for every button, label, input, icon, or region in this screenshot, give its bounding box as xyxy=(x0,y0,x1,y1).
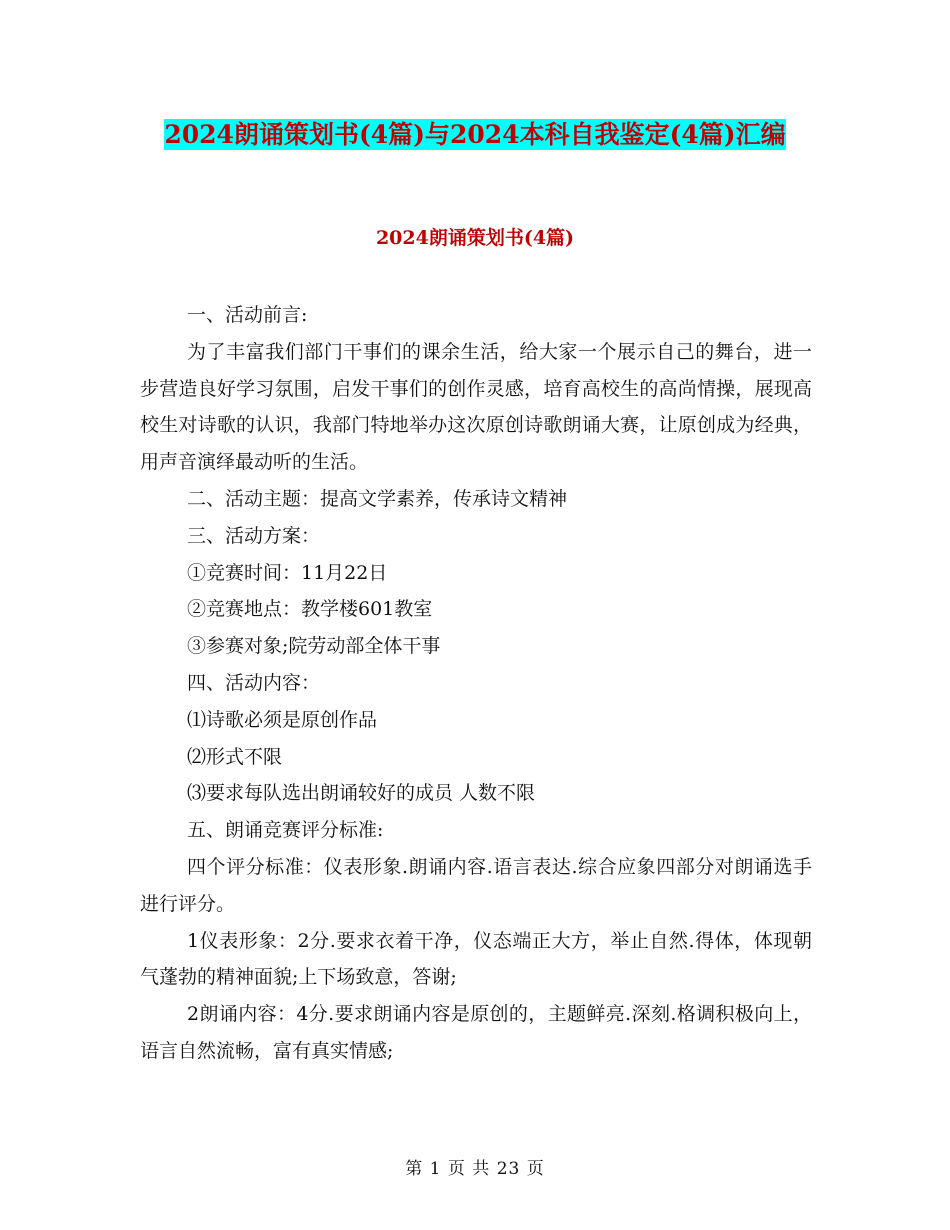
body-paragraph: ⑵形式不限 xyxy=(187,745,283,768)
body-paragraph: 二、活动主题：提高文学素养，传承诗文精神 xyxy=(187,487,568,510)
document-body xyxy=(140,297,812,1070)
body-paragraph: 一、活动前言: xyxy=(187,304,308,326)
body-paragraph: ①竞赛时间：11月22日 xyxy=(187,561,388,584)
document-title-text: 2024朗诵策划书(4篇)与2024本科自我鉴定(4篇)汇编 xyxy=(164,120,786,149)
body-paragraph: ⑶要求每队选出朗诵较好的成员 人数不限 xyxy=(187,782,536,805)
body-paragraph: ③参赛对象;院劳动部全体干事 xyxy=(187,635,441,658)
body-paragraph: 五、朗诵竞赛评分标准: xyxy=(187,819,384,842)
body-paragraph: 四个评分标准：仪表形象.朗诵内容.语言表达.综合应象四部分对朗诵选手进行评分。 xyxy=(140,855,812,915)
section-title: 2024朗诵策划书(4篇) xyxy=(375,227,575,249)
body-paragraph: 三、活动方案： xyxy=(187,524,321,547)
body-paragraph: ⑴诗歌必须是原创作品 xyxy=(187,708,378,731)
body-paragraph: 为了丰富我们部门干事们的课余生活，给大家一个展示自己的舞台，进一步营造良好学习氛围，启发干事们的创作灵感，培育高校生的高尚情操，展现高校生对诗歌的认识，我部门特地举办这次原创诗歌朗诵大赛，让原创成为经典，用声音演绎最动听的生活。 xyxy=(140,340,812,474)
body-paragraph: 1仪表形象：2分.要求衣着干净，仪态端正大方，举止自然.得体，体现朝气蓬勃的精神面貌;上下场致意，答谢; xyxy=(140,929,812,989)
page-footer: 第 1 页 共 23 页 xyxy=(405,1159,545,1179)
document-title xyxy=(140,112,810,158)
body-paragraph: 四、活动内容： xyxy=(187,671,321,694)
body-paragraph: ②竞赛地点：教学楼601教室 xyxy=(187,598,433,621)
body-paragraph: 2朗诵内容：4分.要求朗诵内容是原创的，主题鲜亮.深刻.格调积极向上，语言自然流畅，富有真实情感; xyxy=(140,1003,812,1062)
